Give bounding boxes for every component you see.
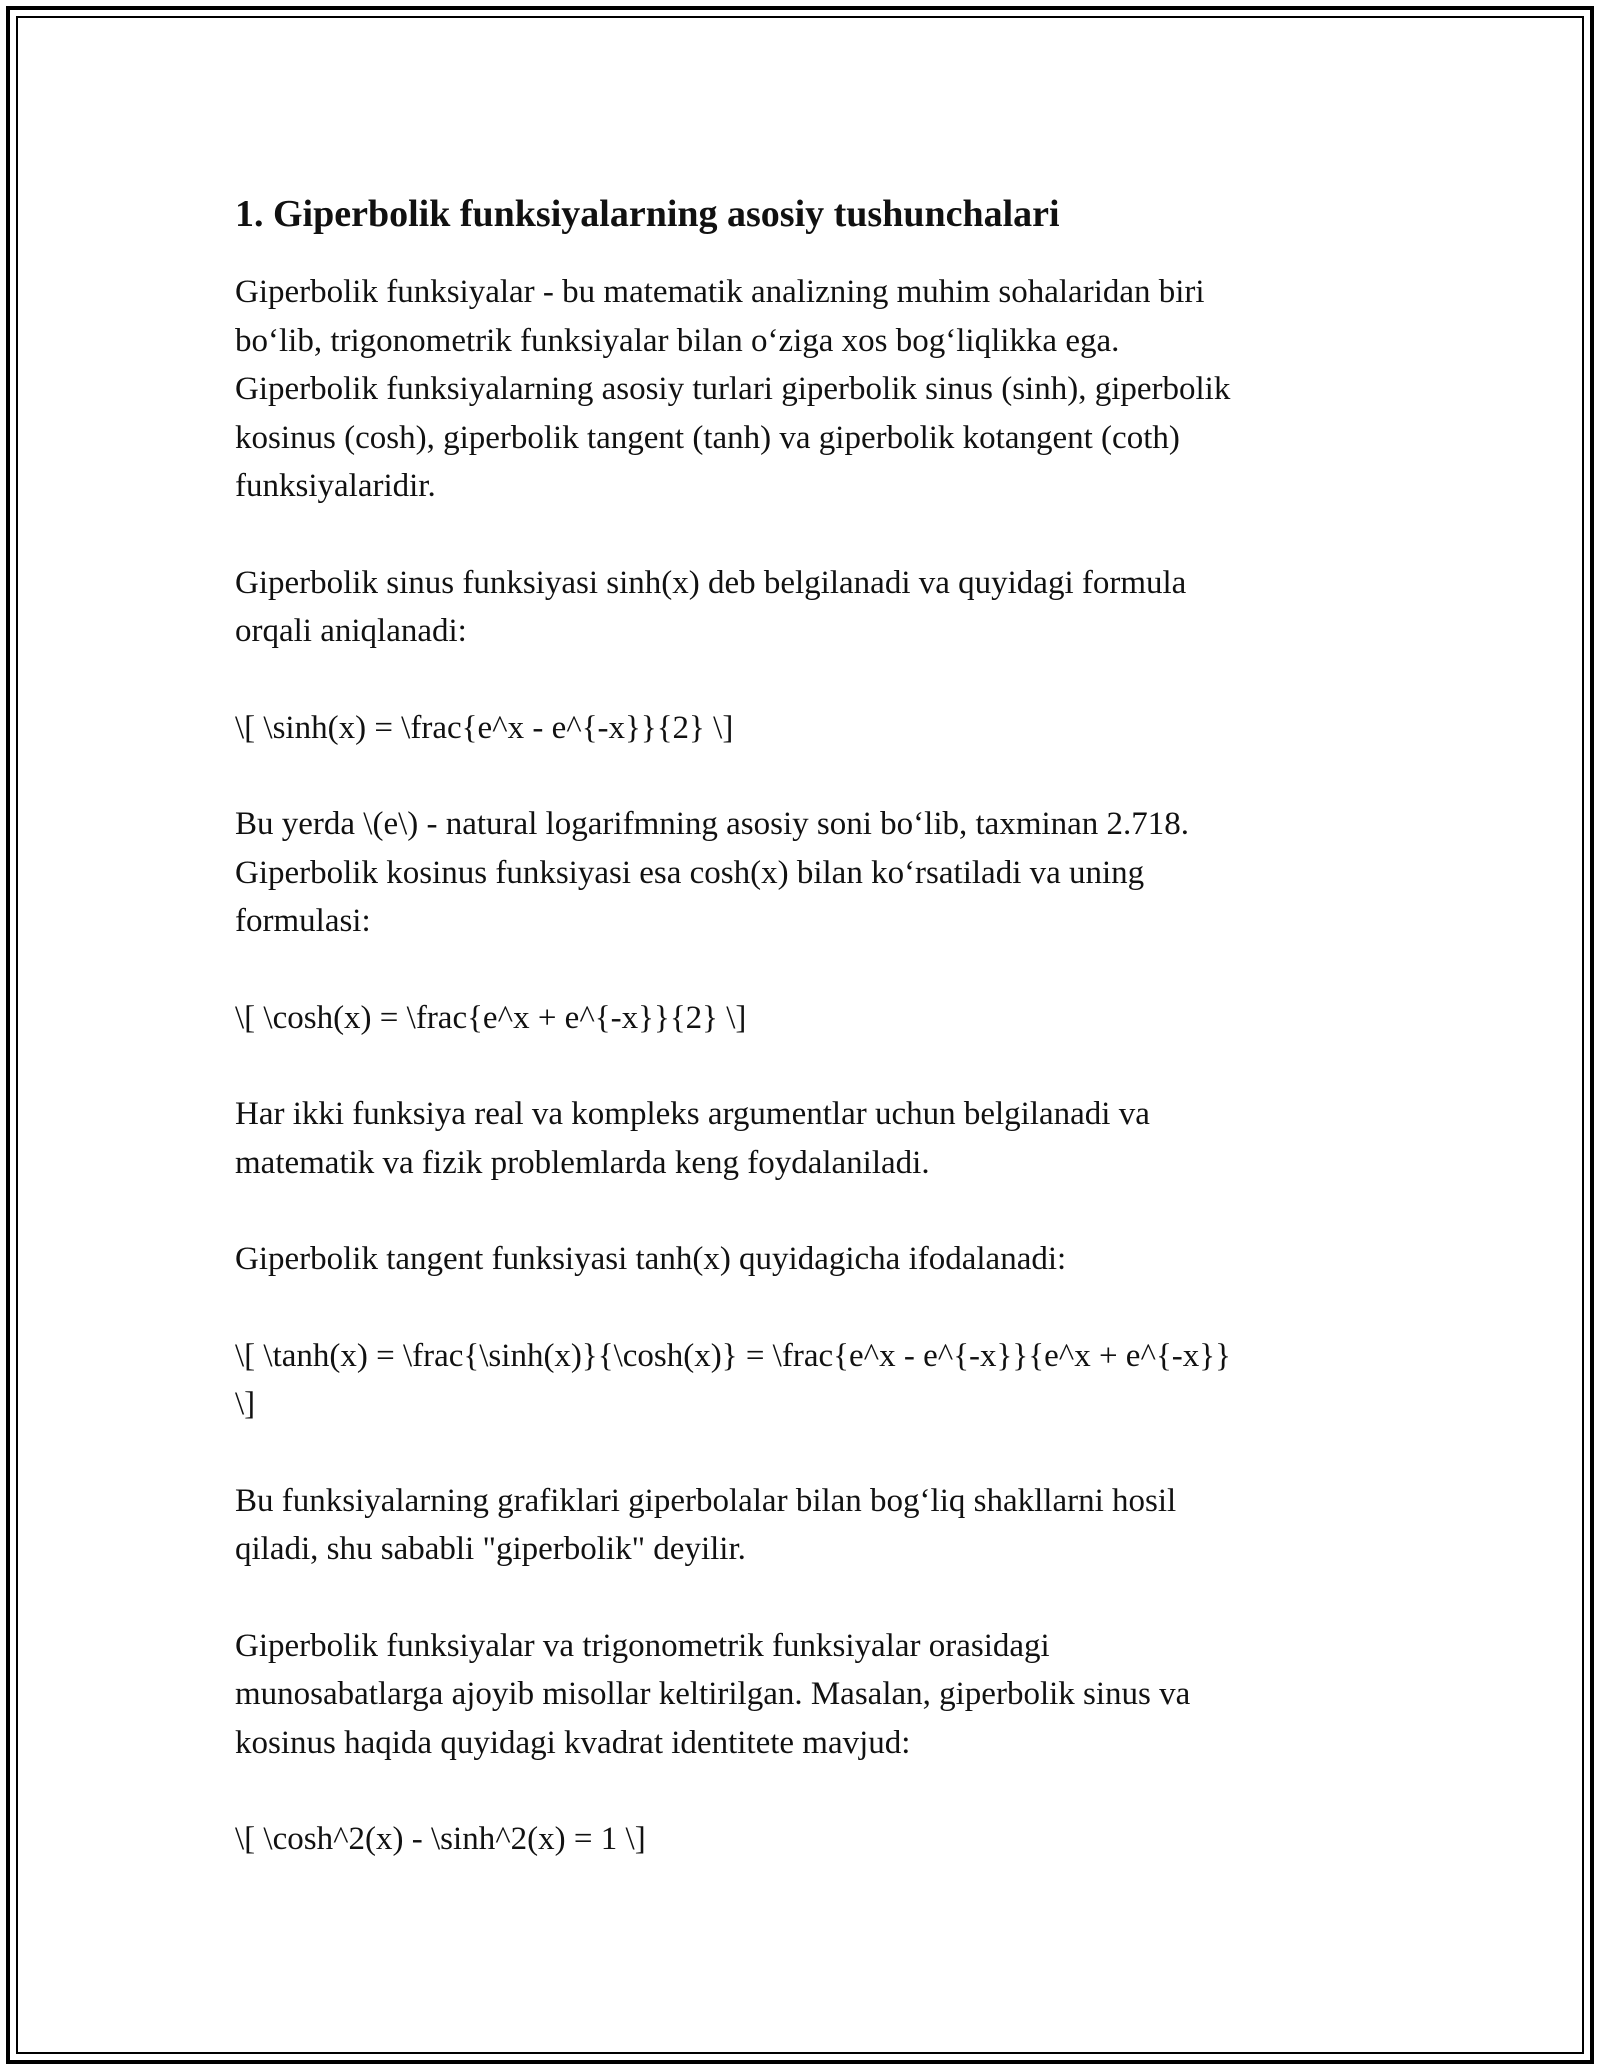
paragraph-sinh-definition: Giperbolik sinus funksiyasi sinh(x) deb belgilanadi va quyidagi formula orqali aniqlanadi:: [235, 564, 1187, 649]
paragraph-cosh-definition: Bu yerda \(e\) - natural logarifmning asosiy soni bo‘lib, taxminan 2.718. Giperbolik kosinus funksiyasi esa cosh(x) bilan ko‘rsatiladi va uning formulasi:: [235, 806, 1190, 939]
paragraph-relations: Giperbolik funksiyalar va trigonometrik funksiyalar orasidagi munosabatlarga ajoyib misollar keltirilgan. Masalan, giperbolik sinus va kosinus haqida quyidagi kvadrat identitete mavjud:: [235, 1627, 1191, 1761]
paragraph-graphs: Bu funksiyalarning grafiklari giperbolalar bilan bog‘liq shakllarni hosil qiladi, shu sababli "giperbolik" deyilir.: [235, 1482, 1177, 1567]
paragraph-intro: Giperbolik funksiyalar - bu matematik analizning muhim sohalaridan biri bo‘lib, trigonometrik funksiyalar bilan o‘ziga xos bog‘liqlikka ega. Giperbolik funksiyalarning asosiy turlari giperbolik sinus (sinh), giperbolik kosinus (cosh), giperbolik tangent (tanh) va giperbolik kotangent (coth) funksiyalaridir.: [235, 274, 1231, 504]
paragraph-arguments: Har ikki funksiya real va kompleks argumentlar uchun belgilanadi va matematik va fizik problemlarda keng foydalaniladi.: [235, 1096, 1150, 1181]
formula-sinh: \[ \sinh(x) = \frac{e^x - e^{-x}}{2} \]: [235, 709, 734, 746]
document-body: [235, 188, 1365, 1912]
formula-tanh: \[ \tanh(x) = \frac{\sinh(x)}{\cosh(x)} = \frac{e^x - e^{-x}}{e^x + e^{-x}} \]: [235, 1337, 1231, 1422]
formula-cosh: \[ \cosh(x) = \frac{e^x + e^{-x}}{2} \]: [235, 999, 747, 1036]
formula-identity: \[ \cosh^2(x) - \sinh^2(x) = 1 \]: [235, 1821, 646, 1857]
section-heading: 1. Giperbolik funksiyalarning asosiy tushunchalari: [235, 193, 1060, 235]
paragraph-tanh-definition: Giperbolik tangent funksiyasi tanh(x) quyidagicha ifodalanadi:: [235, 1241, 1067, 1277]
